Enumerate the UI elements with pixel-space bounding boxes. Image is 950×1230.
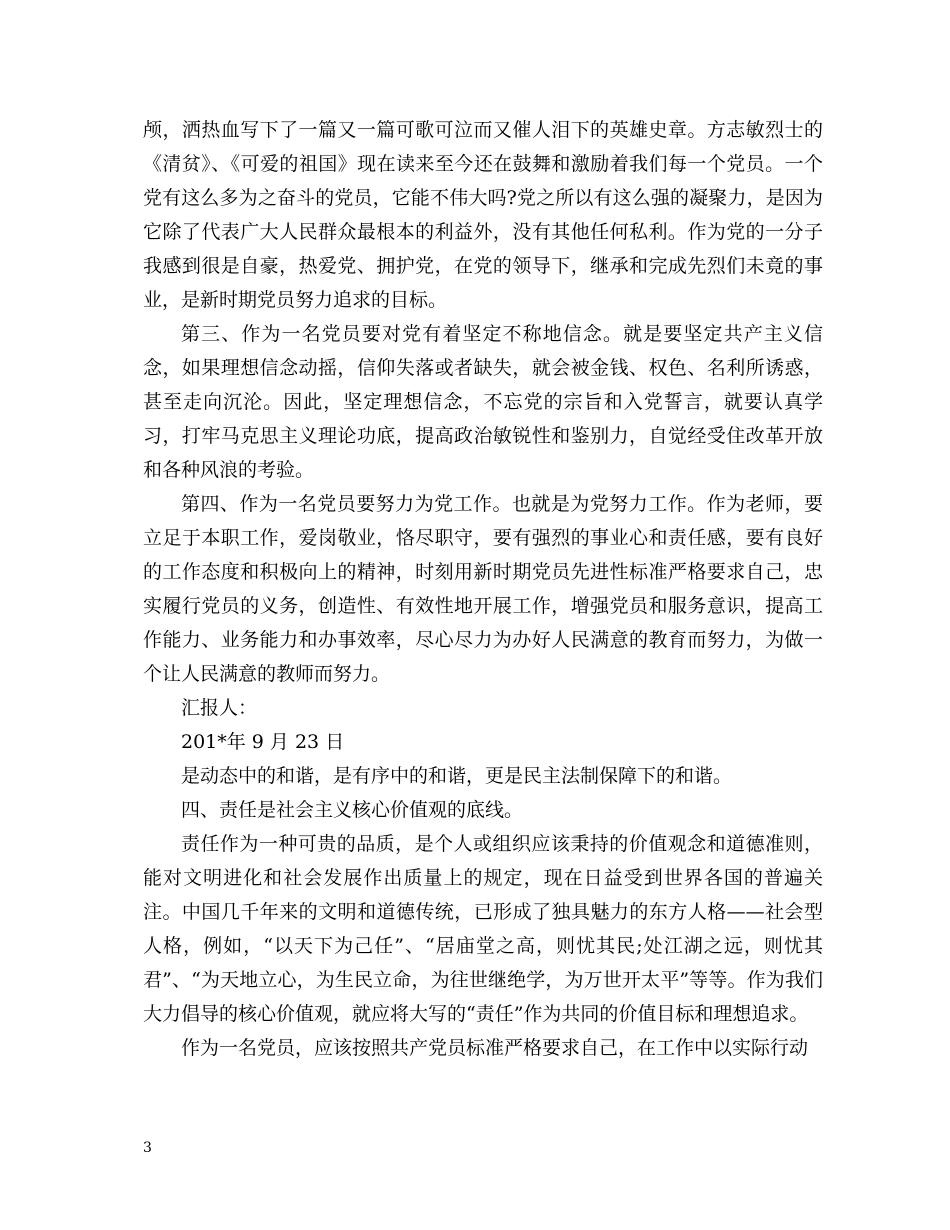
paragraph-party-member: 作为一名党员，应该按照共产党员标准严格要求自己，在工作中以实际行动 — [181, 1037, 809, 1059]
body-text — [143, 113, 823, 1065]
paragraph-continuation: 颅，洒热血写下了一篇又一篇可歌可泣而又催人泪下的英雄史章。方志敏烈士的《清贫》、《可爱的祖国》现在读来至今还在鼓舞和激励着我们每一个党员。一个党有这么多为之奋斗的党员，它能不伟大吗?党之所以有这么强的凝聚力，是因为它除了代表广大人民群众最根本的利益外，没有其他任何私利。作为党的一分子我感到很是自豪，热爱党、拥护党，在党的领导下，继承和完成先烈们未竟的事业，是新时期党员努力追求的目标。 — [143, 119, 823, 311]
reporter-label: 汇报人： — [181, 697, 258, 719]
page-number: 3 — [143, 1140, 152, 1156]
paragraph-third-point: 第三、作为一名党员要对党有着坚定不称地信念。就是要坚定共产主义信念，如果理想信念动摇，信仰失落或者缺失，就会被金钱、权色、名利所诱惑，甚至走向沉沦。因此，坚定理想信念，不忘党的宗旨和入党誓言，就要认真学习，打牢马克思主义理论功底，提高政治敏锐性和鉴别力，自觉经受住改革开放和各种风浪的考验。 — [143, 323, 823, 481]
paragraph-fourth-point: 第四、作为一名党员要努力为党工作。也就是为党努力工作。作为老师，要立足于本职工作，爱岗敬业，恪尽职守，要有强烈的事业心和责任感，要有良好的工作态度和积极向上的精神，时刻用新时期党员先进性标准严格要求自己，忠实履行党员的义务，创造性、有效性地开展工作，增强党员和服务意识，提高工作能力、业务能力和办事效率，尽心尽力为办好人民满意的教育而努力，为做一个让人民满意的教师而努力。 — [143, 493, 823, 685]
report-date: 201*年 9 月 23 日 — [181, 731, 345, 753]
paragraph-harmony: 是动态中的和谐，是有序中的和谐，更是民主法制保障下的和谐。 — [181, 765, 733, 787]
paragraph-responsibility: 责任作为一种可贵的品质，是个人或组织应该秉持的价值观念和道德准则，能对文明进化和社会发展作出质量上的规定，现在日益受到世界各国的普遍关注。中国几千年来的文明和道德传统，已形成了独具魅力的东方人格——社会型人格，例如，“以天下为己任”、“居庙堂之高，则忧其民;处江湖之远，则忧其君”、“为天地立心，为生民立命，为往世继绝学，为万世开太平”等等。作为我们大力倡导的核心价值观，就应将大写的“责任”作为共同的价值目标和理想追求。 — [143, 833, 823, 1025]
section-heading-responsibility: 四、责任是社会主义核心价值观的底线。 — [181, 799, 524, 821]
